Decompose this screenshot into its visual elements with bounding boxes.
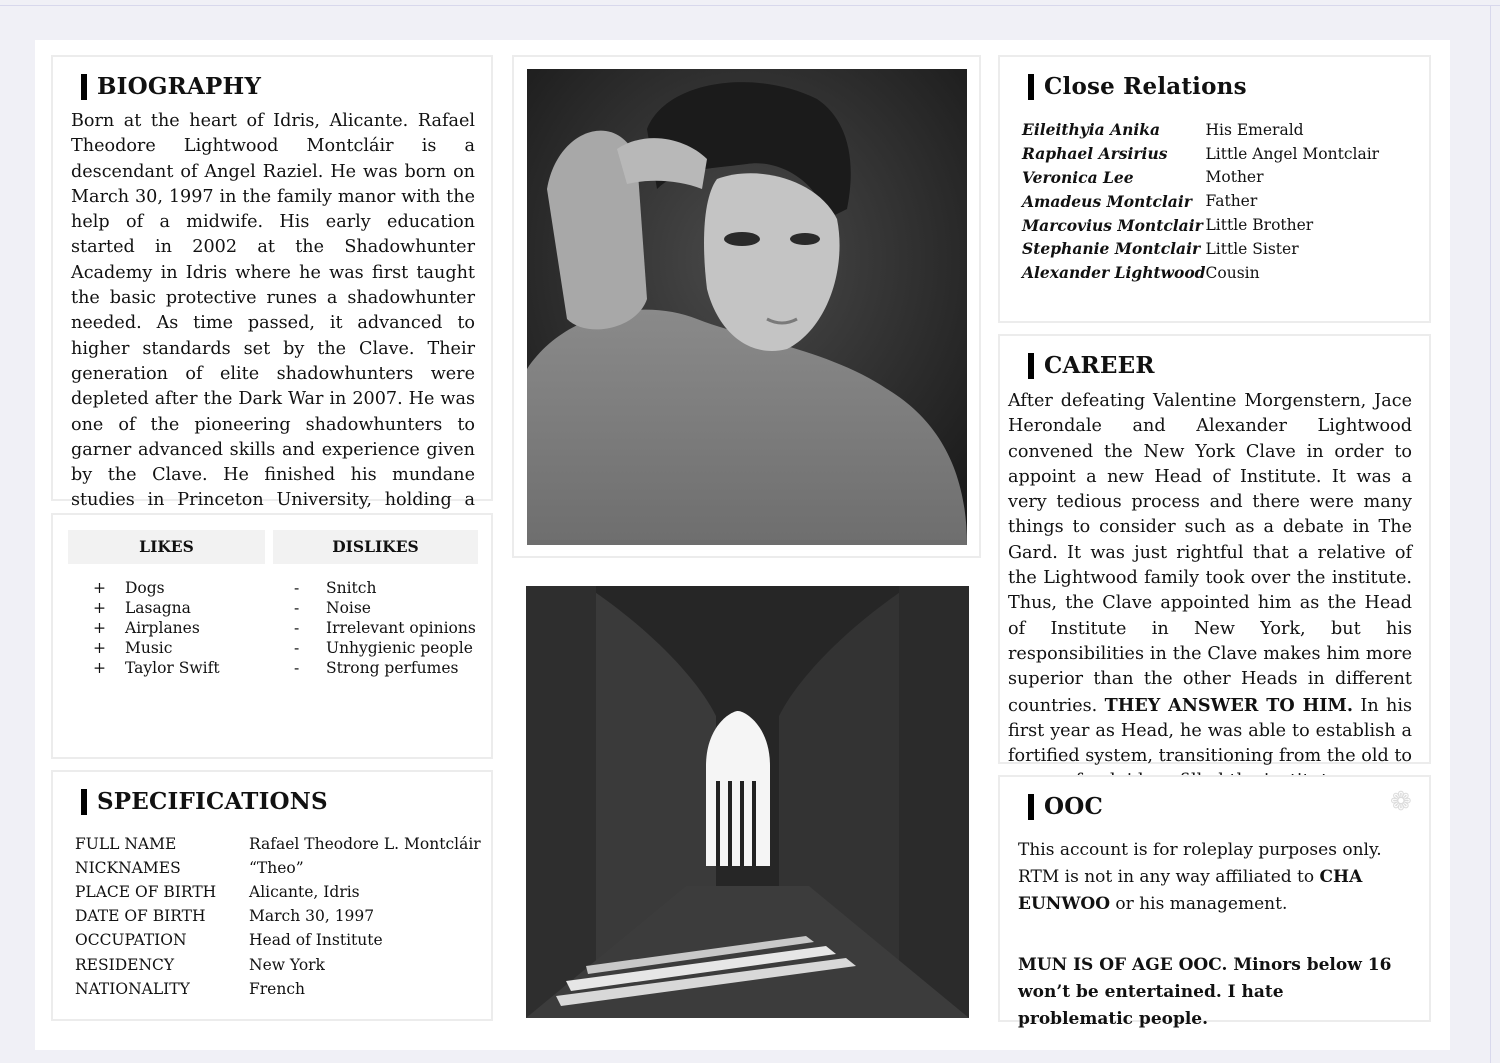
table-row: PLACE OF BIRTH Alicante, Idris	[75, 883, 360, 902]
table-row: NATIONALITY French	[75, 979, 305, 998]
table-row: Eileithyia Anika His Emerald	[1022, 120, 1304, 140]
minus-icon: -	[294, 659, 300, 677]
cathedral-photo	[526, 586, 969, 1018]
cathedral-image	[526, 586, 969, 1018]
relations-table	[1022, 118, 1379, 285]
table-row: Veronica Lee Mother	[1022, 167, 1264, 187]
relations-heading: Close Relations	[1028, 74, 1247, 100]
minus-icon: -	[294, 619, 300, 637]
career-text: After defeating Valentine Morgenstern, Jace Herondale and Alexander Lightwood convened the New York Clave in order to appoint a new Head of Institute. It was a very tedious process and there were many things to consider such as a debate in The Gard. It was just rightful that a relative of the Lightwood family took over the institute. Thus, the Clave appointed him as the Head of Institute in New York, but his responsibilities in the Clave makes him more superior than the other Heads in different countries. THEY ANSWER TO HIM. In his first year as Head, he was able to establish a fortified system, transitioning from the old to	[1008, 391, 1413, 767]
likes-header: LIKES	[68, 530, 265, 564]
likes-dislikes-panel	[51, 513, 493, 759]
likes-list	[93, 578, 220, 678]
ooc-age-notice: MUN IS OF AGE OOC. Minors below 16 won’t be entertained. I hate problematic people.	[1018, 955, 1392, 1029]
plus-icon: +	[93, 599, 106, 617]
dislikes-list	[294, 578, 476, 678]
table-row: Raphael Arsirius Little Angel Montclair	[1022, 144, 1380, 164]
specifications-table	[75, 832, 481, 1001]
list-item: + Dogs	[93, 579, 165, 597]
table-row: Stephanie Montclair Little Sister	[1022, 239, 1299, 259]
list-item: + Taylor Swift	[93, 659, 220, 677]
ooc-panel	[998, 775, 1431, 1029]
flower-ornament-icon: ❁	[1390, 787, 1412, 817]
biography-panel	[51, 55, 493, 511]
career-heading: CAREER	[1028, 353, 1155, 379]
table-row: Alexander Lightwood Cousin	[1022, 263, 1260, 283]
minus-icon: -	[294, 639, 300, 657]
top-divider	[0, 5, 1500, 6]
minus-icon: -	[294, 599, 300, 617]
portrait-photo	[527, 69, 967, 545]
dislikes-header: DISLIKES	[273, 530, 478, 564]
list-item: - Irrelevant opinions	[294, 619, 476, 637]
portrait-frame	[512, 55, 981, 558]
career-panel	[998, 334, 1431, 767]
table-row: FULL NAME Rafael Theodore L. Montcláir	[75, 835, 481, 854]
list-item: - Strong perfumes	[294, 659, 459, 677]
relations-panel	[998, 55, 1431, 323]
minus-icon: -	[294, 579, 300, 597]
specifications-heading: SPECIFICATIONS	[81, 789, 328, 815]
biography-text: Born at the heart of Idris, Alicante. Rafael Theodore Lightwood Montcláir is a descendant of Angel Raziel. He was born on March 30, 1997 in the family manor with the help of a midwife. His early education started in 2002 at the Shadowhunter Academy in Idris where he was first taught the basic protective runes a shadowhunter needed. As time passed, it advanced to higher standards set by the Clave. Their generation of elite shadowhunters were depleted after the Dark War in 2007. He was one of the pioneering shadowhunters to garner advanced skills and experience given by the Clave. He finished his mundane studies in Princeton University, holding a	[71, 111, 475, 511]
table-row: Marcovius Montclair Little Brother	[1022, 215, 1314, 235]
table-row: NICKNAMES “Theo”	[75, 859, 304, 878]
biography-heading: BIOGRAPHY	[81, 74, 261, 100]
table-row: RESIDENCY New York	[75, 955, 325, 974]
ooc-disclaimer: This account is for roleplay purposes only. RTM is not in any way affiliated to CHA EUNWOO or his management.	[1018, 840, 1382, 914]
plus-icon: +	[93, 619, 106, 637]
list-item: - Snitch	[294, 579, 377, 597]
table-row: DATE OF BIRTH March 30, 1997	[75, 907, 375, 926]
list-item: - Noise	[294, 599, 371, 617]
ooc-text	[1018, 837, 1402, 1033]
table-row: OCCUPATION Head of Institute	[75, 931, 383, 950]
list-item: - Unhygienic people	[294, 639, 473, 657]
plus-icon: +	[93, 579, 106, 597]
right-divider	[1490, 5, 1491, 1063]
table-row: Amadeus Montclair Father	[1022, 191, 1258, 211]
list-item: + Airplanes	[93, 619, 200, 637]
list-item: + Lasagna	[93, 599, 191, 617]
document-page	[35, 40, 1450, 1050]
career-emphasis: THEY ANSWER TO HIM.	[1104, 694, 1354, 716]
list-item: + Music	[93, 639, 173, 657]
ooc-heading: OOC	[1028, 794, 1103, 820]
plus-icon: +	[93, 659, 106, 677]
plus-icon: +	[93, 639, 106, 657]
portrait-image	[527, 69, 967, 545]
specifications-panel	[51, 770, 493, 1021]
